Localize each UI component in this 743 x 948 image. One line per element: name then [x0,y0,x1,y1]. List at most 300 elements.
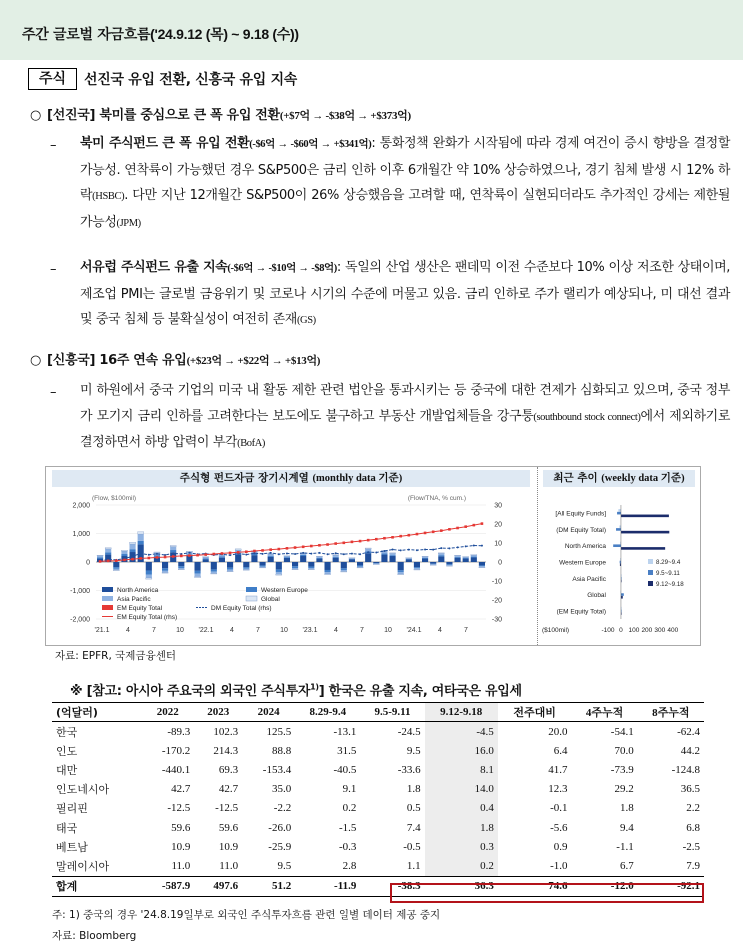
paragraph-emerging-text2: 에서 제외하기로 결정하면서 하방 압력이 부각 [80,408,731,450]
bar-western-europe [390,555,396,556]
point-em-equity-total [326,543,329,546]
bar-western-europe [138,541,144,544]
bar-global [438,553,444,554]
source-hsbc: (HSBC) [92,191,125,202]
table-cell: 1.8 [425,818,498,837]
point-dm-equity-total [172,552,174,554]
bar-global [316,556,322,557]
bar-global [113,570,119,571]
table-cell: -1.0 [550,859,568,872]
point-dm-equity-total [318,552,320,554]
bar-week-1 [616,528,621,531]
table-row [52,799,704,818]
point-em-equity-total [156,556,159,559]
legend-label: Global [261,596,280,603]
bar-asia-pacific [414,568,420,569]
bar-north-america [300,556,306,562]
legend-swatch [102,605,113,610]
point-dm-equity-total [286,552,288,554]
legend-label: Asia Pacific [117,596,151,603]
point-em-equity-total [310,545,313,548]
point-em-equity-total [448,528,451,531]
total-cell: 36.3 [425,876,498,896]
bar-asia-pacific [203,557,209,558]
bar-western-europe [203,558,209,559]
point-em-equity-total [180,555,183,558]
bar-western-europe [162,568,168,571]
point-em-equity-total [408,534,411,537]
bar-asia-pacific [341,570,347,571]
x-tick-label: '22.1 [198,627,214,634]
point-em-equity-total [481,522,484,525]
legend-label: 9.12~9.18 [656,581,684,588]
y2-tick-label: 10 [494,540,502,548]
bar-global [325,574,331,575]
bullet-developed-flows: (+$7억 → -$38억 → +$373억) [279,110,411,122]
table-cell: -4.5 [425,722,498,742]
table-row [52,741,704,760]
bar-north-america [357,562,363,565]
bar-asia-pacific [227,570,233,571]
point-dm-equity-total [481,545,483,547]
bar-global [235,549,241,550]
total-cell: -12.0 [572,876,638,896]
point-em-equity-total [343,542,346,545]
column-header: 8.29-9.4 [295,703,360,722]
table-cell: -2.2 [273,802,292,815]
x-tick-label: '23.1 [302,627,318,634]
bar-week-0 [618,509,621,512]
bar-western-europe [284,557,290,558]
bar-week-1 [621,593,624,596]
x-tick-label: 4 [438,627,442,634]
table-row [52,818,704,837]
bar-global [138,532,144,534]
y-tick-label: 0 [86,559,90,567]
point-em-equity-total [99,560,102,563]
bar-global [97,555,103,556]
legend-label: North America [117,587,159,594]
bar-asia-pacific [105,549,111,552]
bar-global [390,553,396,554]
point-em-equity-total [123,559,126,562]
paragraph-emerging [80,378,730,457]
bar-asia-pacific [97,556,103,558]
bar-western-europe [398,570,404,572]
table-row [52,760,704,779]
bar-global [398,574,404,575]
table-cell: -170.2 [161,744,191,757]
bar-western-europe [455,557,461,558]
chart-panel [45,466,701,646]
bar-western-europe [170,550,176,552]
point-dm-equity-total [148,554,150,556]
column-header: (억달러) [52,703,141,722]
bar-western-europe [316,558,322,559]
bar-global [170,545,176,546]
point-dm-equity-total [327,553,329,555]
bar-global [178,569,184,570]
bar-global [284,556,290,557]
chart-left-title-text: 주식형 펀드자금 장기시계열 [179,472,309,484]
row-country: 말레이시아 [56,859,110,873]
table-cell: 7.4 [406,821,421,834]
bar-north-america [438,556,444,562]
bar-global [446,566,452,567]
bar-asia-pacific [390,553,396,555]
column-header: 2023 [194,703,242,722]
bar-global [471,555,477,556]
bar-north-america [308,562,314,567]
legend-swatch [246,596,257,601]
x-tick-label: '21.1 [94,627,110,634]
table-body [52,722,704,897]
column-header: 8주누적 [638,703,704,722]
point-dm-equity-total [270,552,272,554]
category-label: Asia Pacific [572,575,606,583]
y-tick-label: 2,000 [72,502,90,510]
y2-tick-label: -20 [491,597,502,605]
bar-asia-pacific [162,571,168,573]
bar-western-europe [463,558,469,559]
total-cell: 51.2 [242,876,295,896]
table-cell: 11.0 [219,859,239,872]
table-cell: 35.0 [271,783,292,796]
bar-global [276,574,282,575]
x-tick-label: -100 [601,627,615,634]
bar-asia-pacific [276,572,282,574]
bar-north-america [471,557,477,562]
table-cell: -13.1 [333,725,357,738]
point-em-equity-total [294,546,297,549]
chart-left-title-suffix: (monthly data 기준) [312,473,403,484]
bar-western-europe [471,557,477,558]
table-cell: -0.3 [338,840,357,853]
table-header-row [52,703,704,722]
point-em-equity-total [367,539,370,542]
paragraph-north-america-lead: 북미 주식펀드 큰 폭 유입 전환 [80,136,250,151]
point-dm-equity-total [424,548,426,550]
legend-label: DM Equity Total (rhs) [211,605,272,612]
bar-global [260,567,266,568]
point-dm-equity-total [294,553,296,555]
x-tick-label: 4 [334,627,338,634]
x-tick-label: 4 [126,627,130,634]
bar-western-europe [227,568,233,570]
point-em-equity-total [213,553,216,556]
table-cell: 70.0 [614,744,634,757]
bar-western-europe [243,567,249,568]
bar-western-europe [349,559,355,560]
table-cell: 1.1 [406,859,421,872]
table-cell: 0.2 [425,856,498,876]
table-cell: -26.0 [268,821,292,834]
bar-north-america [365,553,371,562]
table-cell: 59.6 [171,821,191,834]
y-tick-label: -1,000 [70,588,90,595]
chart-right-title [543,470,695,487]
bar-global [203,557,209,558]
bar-north-america [292,562,298,566]
legend-swatch [648,581,653,586]
source-gs: (GS) [296,315,316,326]
paragraph-western-europe-lead: 서유럽 주식펀드 유출 지속 [80,260,228,275]
bar-western-europe [97,557,103,558]
bar-asia-pacific [438,553,444,555]
bar-global [349,558,355,559]
column-header: 2022 [141,703,194,722]
row-country: 대만 [56,763,78,777]
table-cell: 0.5 [406,802,421,815]
table-cell: 88.8 [271,744,292,757]
point-em-equity-total [302,546,305,549]
bar-north-america [325,562,331,570]
bar-global [146,578,152,579]
bar-global [365,548,371,549]
table-cell: 9.4 [619,821,634,834]
bar-asia-pacific [325,572,331,574]
bar-asia-pacific [121,551,127,554]
section-title: 선진국 유입 전환, 신흥국 유입 지속 [84,72,298,88]
point-em-equity-total [416,533,419,536]
point-dm-equity-total [375,552,377,554]
bar-western-europe [333,557,339,558]
legend-swatch [102,596,113,601]
bar-western-europe [446,564,452,565]
table-cell: -24.5 [397,725,421,738]
bar-global [292,569,298,570]
bar-north-america [211,562,217,569]
point-dm-equity-total [457,546,459,548]
bar-western-europe [121,554,127,556]
source-bofa: (BofA) [237,438,266,449]
point-em-equity-total [115,559,118,562]
point-dm-equity-total [408,549,410,551]
point-dm-equity-total [392,548,394,550]
table-row [52,722,704,742]
x-tick-label: 4 [230,627,234,634]
paragraph-north-america [80,131,730,236]
x-tick-label: 400 [667,627,679,634]
bullet-developed [30,104,411,123]
table-cell: -0.5 [403,840,421,853]
chart-right-title-suffix: (weekly data 기준) [601,473,685,484]
bar-asia-pacific [398,572,404,574]
legend-label: 9.5~9.11 [656,570,680,577]
table-cell: -12.5 [167,802,191,815]
column-header: 9.5-9.11 [360,703,424,722]
bullet-emerging-label: [신흥국] 16주 연속 유입 [47,353,187,368]
bar-north-america [203,559,209,562]
paragraph-western-europe-text: : 독일의 산업 생산은 팬데믹 이전 수준보다 10% 이상 저조한 상태이며, 제조업 PMI는 글로벌 금융위기 및 코로나 시기의 수준에 머물고 있음. 금리 인하로 주가 랠리가 예상되나, 미 대선 결과 및 중국 침체 등 불확실성이 여전히 존재 [80,260,731,327]
bar-asia-pacific [471,555,477,556]
bar-asia-pacific [113,569,119,570]
bar-north-america [333,558,339,562]
bar-week-1 [613,544,621,547]
bar-north-america [373,562,379,563]
point-em-equity-total [318,544,321,547]
bar-north-america [162,562,168,568]
bar-global [195,577,201,578]
table-cell: 0.4 [425,799,498,818]
bar-global [162,573,168,574]
paragraph-western-europe-flows: (-$6억 → -$10억 → -$8억) [227,263,337,274]
total-cell: -92.1 [638,876,704,896]
point-dm-equity-total [400,549,402,551]
bar-global [479,567,485,568]
point-em-equity-total [269,548,272,551]
bullet-circle: ○ [30,108,42,123]
table-cell: 2.2 [686,802,700,815]
point-em-equity-total [164,556,167,559]
point-dm-equity-total [440,547,442,549]
chart-source: 자료: EPFR, 국제금융센터 [55,650,176,662]
bar-north-america [178,562,184,566]
bar-western-europe [268,556,274,557]
bar-western-europe [430,564,436,565]
table-cell: 7.9 [686,859,700,872]
total-cell: 497.6 [194,876,242,896]
y2-tick-label: 30 [494,502,502,510]
table-cell: 1.8 [619,802,634,815]
table-title [70,680,522,699]
point-dm-equity-total [302,552,304,554]
bar-western-europe [219,556,225,557]
bar-north-america [349,559,355,562]
table-cell: 69.3 [218,763,239,776]
bar-global [243,570,249,571]
point-dm-equity-total [383,550,385,552]
point-dm-equity-total [253,552,255,554]
point-em-equity-total [464,525,467,528]
column-header: 9.12-9.18 [425,703,498,722]
point-em-equity-total [278,548,281,551]
bar-north-america [219,558,225,562]
bar-western-europe [381,553,387,554]
point-dm-equity-total [140,552,142,554]
point-em-equity-total [188,554,191,557]
table-cell: 9.1 [342,783,357,796]
bar-north-america [422,559,428,562]
x-tick-label: 0 [619,627,623,634]
bar-north-america [227,562,233,568]
table-cell: 42.7 [171,783,191,796]
bar-western-europe [260,565,266,566]
bar-western-europe [422,558,428,559]
bullet-emerging-flows: (+$23억 → +$22억 → +$13억) [186,355,321,367]
left-axis-label: (Flow, $100mil) [92,495,137,502]
point-dm-equity-total [188,552,190,554]
bar-asia-pacific [130,544,136,549]
point-em-equity-total [432,530,435,533]
bar-western-europe [479,565,485,566]
table-cell: 42.7 [218,783,239,796]
bar-week-2 [621,515,669,518]
row-country: 한국 [56,725,78,739]
x-tick-label: 300 [654,627,666,634]
chart-left-title [52,470,530,487]
bar-global [357,567,363,568]
x-tick-label: 10 [176,627,184,634]
bar-north-america [479,562,485,565]
point-dm-equity-total [164,554,166,556]
x-tick-label: '24.1 [406,627,422,634]
bar-north-america [316,559,322,562]
table-cell: 102.3 [213,725,239,738]
table-cell: -40.5 [333,763,357,776]
bar-western-europe [357,565,363,566]
point-dm-equity-total [367,551,369,553]
table-cell: -5.6 [550,821,568,834]
point-dm-equity-total [245,554,247,556]
bar-western-europe [300,555,306,556]
table-cell: 10.9 [171,840,191,853]
point-em-equity-total [424,532,427,535]
bar-north-america [414,562,420,567]
bar-western-europe [195,571,201,574]
x-tick-label: 7 [464,627,468,634]
point-dm-equity-total [262,553,264,555]
point-em-equity-total [359,540,362,543]
bar-western-europe [308,567,314,568]
total-cell: -38.3 [360,876,424,896]
bar-north-america [113,562,119,567]
column-header: 전주대비 [498,703,572,722]
point-dm-equity-total [359,553,361,555]
point-em-equity-total [351,541,354,544]
bar-north-america [406,559,412,562]
table-cell: 9.5 [277,859,292,872]
x-tick-label: 10 [280,627,288,634]
bar-global [130,542,136,544]
column-header: 2024 [242,703,295,722]
point-em-equity-total [383,537,386,540]
point-dm-equity-total [432,549,434,551]
table-cell: 6.7 [619,859,634,872]
category-label: North America [564,543,606,551]
bar-week-2 [621,596,623,599]
point-em-equity-total [399,535,402,538]
point-em-equity-total [440,529,443,532]
point-em-equity-total [245,550,248,553]
point-em-equity-total [261,549,264,552]
bar-north-america [455,558,461,562]
bar-north-america [284,558,290,562]
bar-asia-pacific [138,534,144,541]
bar-western-europe [341,568,347,570]
point-dm-equity-total [132,555,134,557]
bar-north-america [276,562,282,569]
x-tick-label: 200 [641,627,653,634]
table-cell: 11.0 [171,859,191,872]
bar-global [406,558,412,559]
page-title [22,24,299,44]
table-cell: 2.8 [342,859,357,872]
table-cell: 0.2 [342,802,357,815]
paragraph-emerging-text: 미 하원에서 중국 기업의 미국 내 활동 제한 관련 법안을 통과시키는 등 중국에 대한 견제가 심화되고 있으며, 중국 정부가 모기지 금리 인하를 고려한다는 보도에도 불구하고 부동산 개발업체들을 강구퉁 [80,383,730,424]
total-cell: -11.9 [295,876,360,896]
y2-tick-label: 20 [494,521,502,529]
dash-2: – [50,262,57,277]
table-cell: 0.9 [553,840,568,853]
table-cell: 1.8 [406,783,421,796]
table-cell: -33.6 [397,763,421,776]
bar-global [154,552,160,553]
table-cell: -153.4 [262,763,292,776]
total-label: 합계 [52,876,141,896]
bar-asia-pacific [243,569,249,570]
paragraph-emerging-inner: (southbound stock connect) [533,411,641,423]
